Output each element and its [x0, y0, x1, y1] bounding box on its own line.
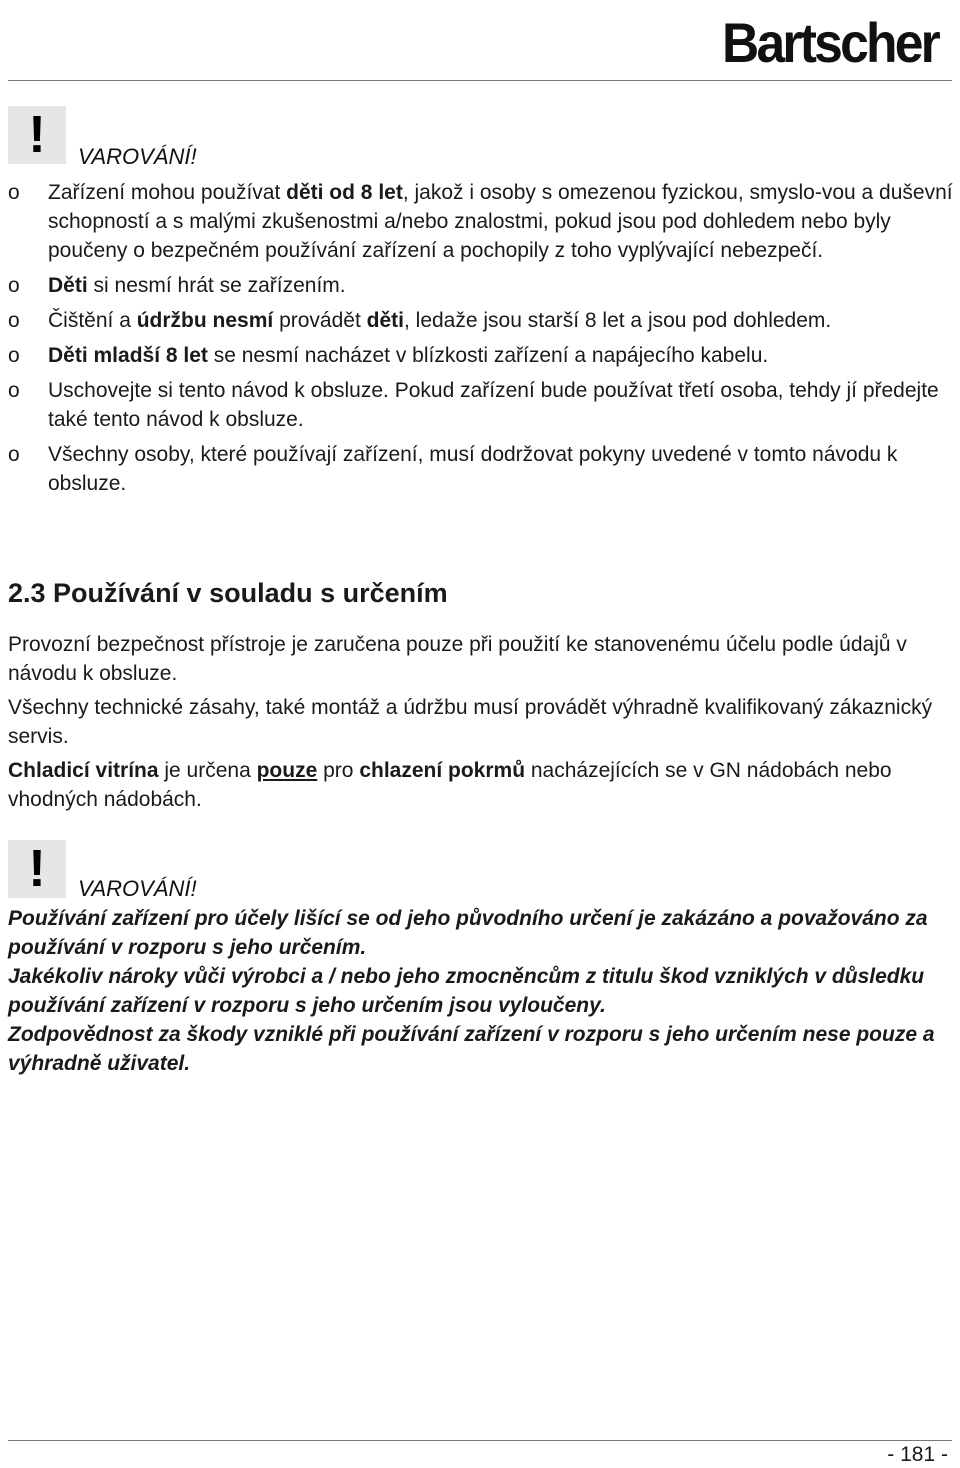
- footer-divider: [8, 1440, 952, 1441]
- paragraph-service: Všechny technické zásahy, také montáž a údržbu musí provádět výhradně kvalifikovaný zákaznický servis.: [8, 696, 933, 748]
- list-item: o Děti si nesmí hrát se zařízením.: [8, 274, 346, 297]
- bartscher-logo: [720, 4, 942, 76]
- warning-text: Zodpovědnost za škody vzniklé při používání zařízení v rozporu s jeho určením nese pouze a výhradně uživatel.: [8, 1023, 935, 1075]
- warning-icon: !: [8, 840, 66, 898]
- paragraph-purpose: Chladicí vitrína je určena pouze pro chlazení pokrmů nacházejících se v GN nádobách nebo vhodných nádobách.: [8, 759, 892, 811]
- page-number: - 181 -: [887, 1443, 948, 1466]
- warning-text: Jakékoliv nároky vůči výrobci a / nebo jeho zmocněncům z titulu škod vzniklých v důsledku používání zařízení v rozporu s jeho určením jsou vyloučeny.: [8, 965, 925, 1017]
- list-item: o Děti mladší 8 let se nesmí nacházet v blízkosti zařízení a napájecího kabelu.: [8, 344, 769, 367]
- list-item: o Zařízení mohou používat děti od 8 let, jakož i osoby s omezenou fyzickou, smyslo-vou a duševní schopností a s malými zkušenostmi a/nebo znalostmi, pokud jsou pod dohledem nebo byly poučeny o bezpečném používání zařízení a pochopily z toho vyplývající nebezpečí.: [8, 181, 953, 262]
- warning-list: [8, 178, 958, 504]
- warning-title: VAROVÁNÍ!: [78, 876, 197, 901]
- warning-title: VAROVÁNÍ!: [78, 144, 197, 169]
- list-item: o Všechny osoby, které používají zařízení, musí dodržovat pokyny uvedené v tomto návodu k obsluze.: [8, 443, 898, 495]
- logo-text: Bartscher: [722, 11, 941, 74]
- warning-text: Používání zařízení pro účely lišící se od jeho původního určení je zakázáno a považováno za používání v rozporu s jeho určením.: [8, 907, 928, 959]
- header-divider: [8, 80, 952, 81]
- list-item: o Uschovejte si tento návod k obsluze. Pokud zařízení bude používat třetí osoba, tehdy jí předejte také tento návod k obsluze.: [8, 379, 939, 431]
- list-item: o Čištění a údržbu nesmí provádět děti, ledaže jsou starší 8 let a jsou pod dohledem.: [8, 309, 832, 332]
- warning-icon: !: [8, 106, 66, 164]
- paragraph-safety: Provozní bezpečnost přístroje je zaručena pouze při použití ke stanovenému účelu podle údajů v návodu k obsluze.: [8, 633, 907, 685]
- section-heading: 2.3 Používání v souladu s určením: [8, 578, 448, 608]
